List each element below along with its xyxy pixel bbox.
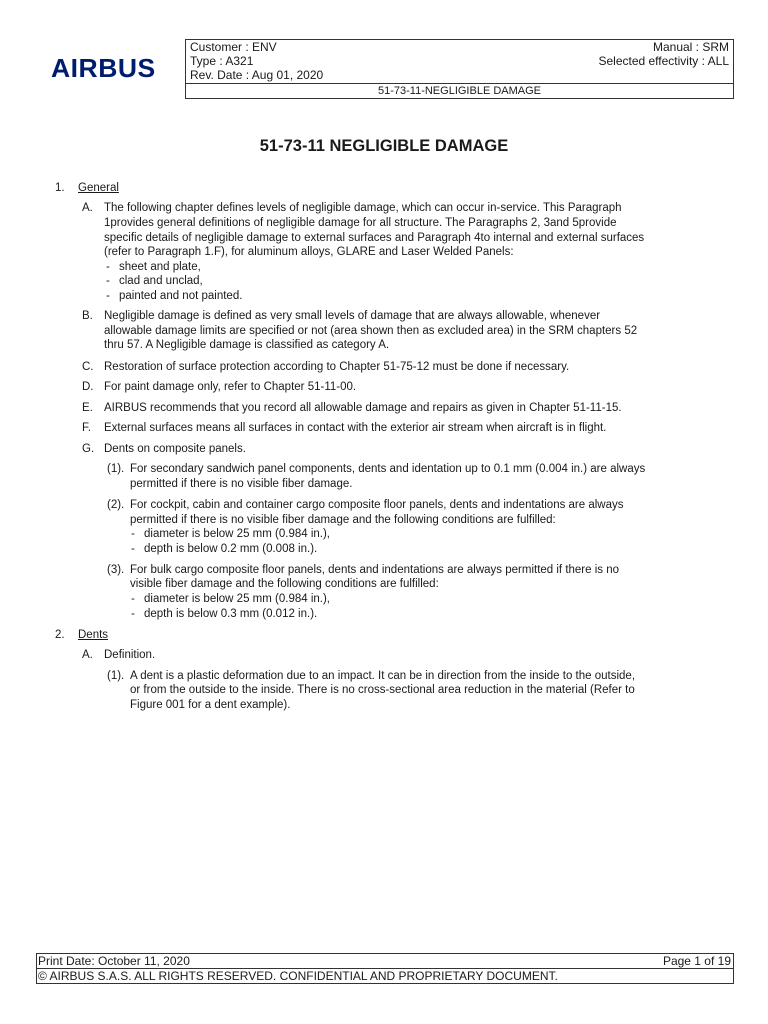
manual-label: Manual : SRM bbox=[652, 40, 729, 54]
text-line: Dents on composite panels. bbox=[104, 443, 246, 455]
bullet-dash: - bbox=[131, 593, 135, 605]
bullet-item: painted and not painted. bbox=[119, 290, 243, 302]
item-label: E. bbox=[82, 402, 93, 414]
item-label: B. bbox=[82, 310, 93, 322]
bullet-item: clad and unclad, bbox=[119, 275, 203, 287]
sub-item-label: (3). bbox=[107, 564, 125, 576]
text-line: 1provides general definitions of negligible damage for all structure. The Paragraphs 2, 3and 5provide bbox=[104, 217, 617, 229]
sub-item-label: (1). bbox=[107, 670, 125, 682]
text-line: or from the outside to the inside. There is no cross-sectional area reduction in the material (Refer to bbox=[130, 684, 635, 696]
text-line: Negligible damage is defined as very small levels of damage that are always allowable, whenever bbox=[104, 310, 601, 322]
section-heading-dents: Dents bbox=[78, 629, 109, 641]
bullet-dash: - bbox=[131, 608, 135, 620]
bullet-dash: - bbox=[106, 290, 110, 302]
item-label: G. bbox=[82, 443, 95, 455]
text-line: A dent is a plastic deformation due to an impact. It can be in direction from the inside to the outside, bbox=[130, 670, 636, 682]
bullet-dash: - bbox=[131, 543, 135, 555]
item-label: F. bbox=[82, 422, 91, 434]
airbus-logo: AIRBUS bbox=[51, 53, 156, 83]
item-label: C. bbox=[82, 361, 94, 373]
item-label: D. bbox=[82, 381, 94, 393]
bullet-dash: - bbox=[131, 528, 135, 540]
item-label: A. bbox=[82, 202, 93, 214]
document-reference: 51-73-11-NEGLIGIBLE DAMAGE bbox=[377, 85, 542, 97]
text-line: (refer to Paragraph 1.F), for aluminum alloys, GLARE and Laser Welded Panels: bbox=[104, 246, 514, 258]
text-line: For paint damage only, refer to Chapter 51-11-00. bbox=[104, 381, 357, 393]
sub-item-label: (1). bbox=[107, 463, 125, 475]
text-line: Figure 001 for a dent example). bbox=[130, 699, 291, 711]
print-date: Print Date: October 11, 2020 bbox=[38, 954, 190, 968]
section-heading-general: General bbox=[78, 182, 119, 194]
text-line: Restoration of surface protection according to Chapter 51-75-12 must be done if necessary. bbox=[104, 361, 570, 373]
footer-rule-bottom bbox=[36, 983, 734, 984]
text-line: External surfaces means all surfaces in contact with the exterior air stream when aircraft is in flight. bbox=[104, 422, 607, 434]
footer-rule-left bbox=[36, 953, 37, 983]
bullet-item: depth is below 0.2 mm (0.008 in.). bbox=[144, 543, 318, 555]
item-label: A. bbox=[82, 649, 93, 661]
page-number: Page 1 of 19 bbox=[662, 954, 731, 968]
text-line: thru 57. A Negligible damage is classified as category A. bbox=[104, 339, 390, 351]
text-line: allowable damage limits are specified or not (area shown then as excluded area) in the SRM chapters 52 bbox=[104, 325, 638, 337]
rev-date-label: Rev. Date : Aug 01, 2020 bbox=[190, 68, 324, 82]
text-line: For cockpit, cabin and container cargo composite floor panels, dents and indentations are always bbox=[130, 499, 624, 511]
document-header bbox=[185, 39, 734, 99]
text-line: visible fiber damage and the following conditions are fulfilled: bbox=[130, 578, 439, 590]
section-number: 1. bbox=[55, 182, 65, 194]
text-line: permitted if there is no visible fiber damage. bbox=[130, 478, 353, 490]
text-line: For secondary sandwich panel components, dents and identation up to 0.1 mm (0.004 in.) are always bbox=[130, 463, 646, 475]
text-line: For bulk cargo composite floor panels, dents and indentations are always permitted if there is no bbox=[130, 564, 620, 576]
effectivity-label: Selected effectivity : ALL bbox=[598, 54, 729, 68]
text-line: specific details of negligible damage to external surfaces and Paragraph 4to internal and external surfaces bbox=[104, 232, 645, 244]
page-title: 51-73-11 NEGLIGIBLE DAMAGE bbox=[259, 137, 509, 155]
text-line: permitted if there is no visible fiber damage and the following conditions are fulfilled: bbox=[130, 514, 556, 526]
footer-rule-right bbox=[733, 953, 734, 983]
bullet-item: depth is below 0.3 mm (0.012 in.). bbox=[144, 608, 318, 620]
sub-item-label: (2). bbox=[107, 499, 125, 511]
customer-label: Customer : ENV bbox=[190, 40, 277, 54]
text-line: Definition. bbox=[104, 649, 156, 661]
bullet-dash: - bbox=[106, 275, 110, 287]
bullet-item: sheet and plate, bbox=[119, 261, 201, 273]
copyright-notice: © AIRBUS S.A.S. ALL RIGHTS RESERVED. CONFIDENTIAL AND PROPRIETARY DOCUMENT. bbox=[38, 969, 558, 983]
type-label: Type : A321 bbox=[190, 54, 254, 68]
bullet-dash: - bbox=[106, 261, 110, 273]
text-line: AIRBUS recommends that you record all allowable damage and repairs as given in Chapter 51-11-15. bbox=[104, 402, 622, 414]
bullet-item: diameter is below 25 mm (0.984 in.), bbox=[144, 593, 330, 605]
section-number: 2. bbox=[55, 629, 65, 641]
text-line: The following chapter defines levels of negligible damage, which can occur in-service. This Paragraph bbox=[104, 202, 622, 214]
bullet-item: diameter is below 25 mm (0.984 in.), bbox=[144, 528, 330, 540]
